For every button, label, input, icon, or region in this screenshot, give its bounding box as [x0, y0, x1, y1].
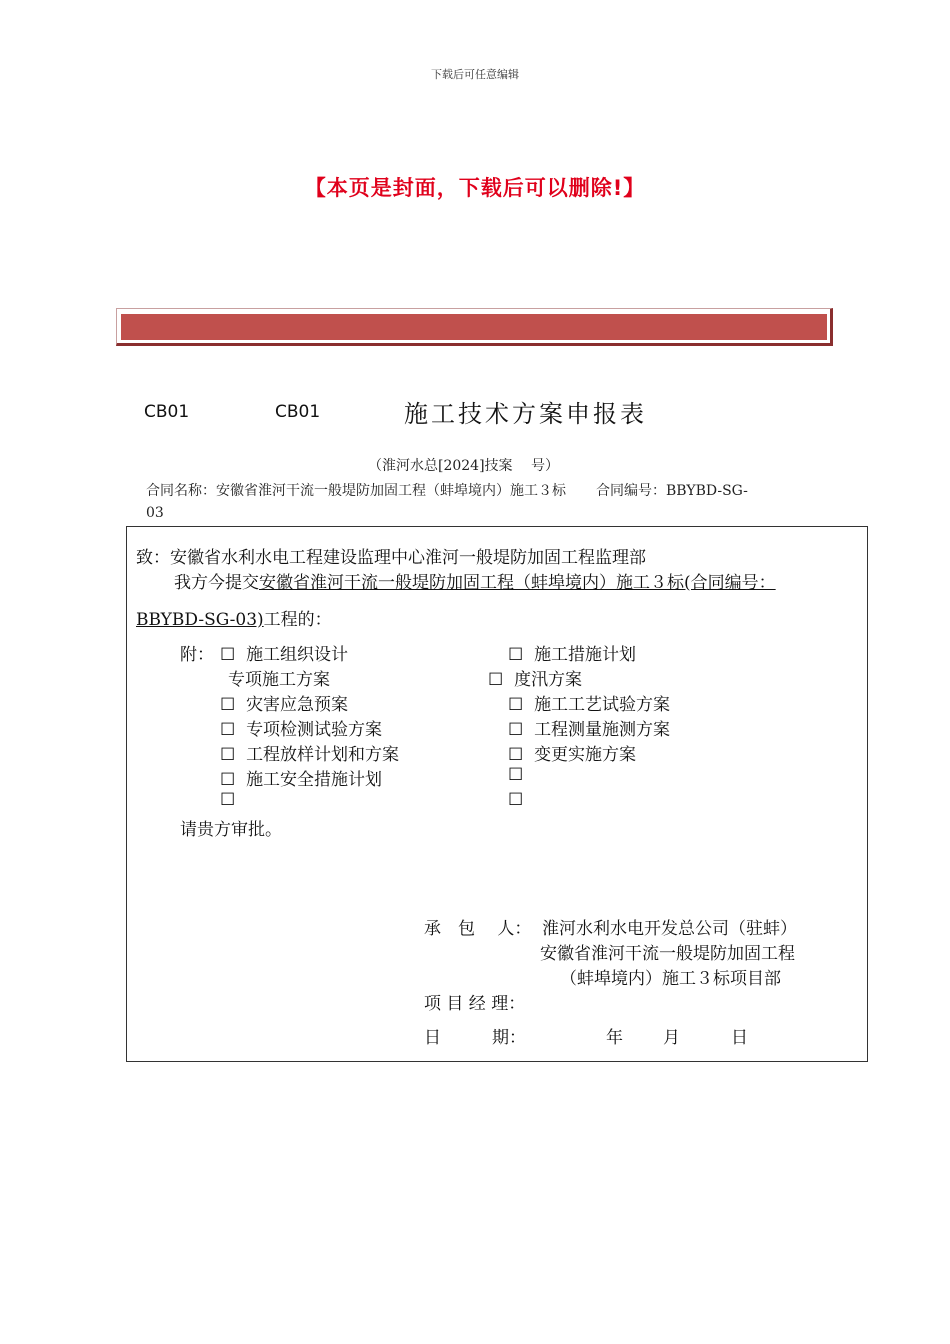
contractor-line-3: （蚌埠境内）施工３标项目部 — [560, 969, 781, 989]
checkbox[interactable]: ☐ — [220, 770, 236, 790]
checkbox[interactable]: ☐ — [508, 765, 524, 785]
submit-contract-number: BBYBD-SG-03) — [136, 610, 264, 630]
date-year: 年 — [606, 1028, 623, 1048]
checkbox[interactable]: ☐ — [508, 745, 524, 765]
checkbox[interactable]: ☐ — [220, 695, 236, 715]
checkbox[interactable]: ☐ — [220, 745, 236, 765]
checkbox[interactable]: ☐ — [220, 645, 236, 665]
submit-prefix: 我方今提交 — [174, 573, 259, 593]
banner-bar — [121, 314, 827, 340]
right-item-3[interactable]: ☐ 施工工艺试验方案 — [508, 695, 671, 715]
left-item-1[interactable]: ☐ 施工组织设计 — [220, 645, 349, 665]
checkbox[interactable]: ☐ — [220, 720, 236, 740]
request-approval: 请贵方审批。 — [180, 820, 282, 840]
contractor-label: 承 包 人： — [424, 919, 532, 939]
checkbox[interactable]: ☐ — [220, 790, 236, 810]
addressee: 致：安徽省水利水电工程建设监理中心淮河一般堤防加固工程监理部 — [136, 548, 646, 568]
checkbox[interactable]: ☐ — [508, 695, 524, 715]
submission-line — [174, 568, 776, 593]
checkbox[interactable]: ☐ — [508, 720, 524, 740]
left-item-5[interactable]: ☐ 工程放样计划和方案 — [220, 745, 400, 765]
right-item-2[interactable]: ☐ 度汛方案 — [488, 670, 583, 690]
attach-label: 附： — [180, 645, 214, 665]
contract-line — [146, 480, 748, 500]
header-note: 下载后可任意编辑 — [431, 68, 519, 81]
checkbox[interactable]: ☐ — [488, 670, 504, 690]
right-item-7[interactable] — [508, 790, 523, 810]
left-item-4[interactable]: ☐ 专项检测试验方案 — [220, 720, 383, 740]
left-item-2: 专项施工方案 — [228, 670, 330, 690]
left-item-7[interactable] — [220, 790, 235, 810]
left-item-3[interactable]: ☐ 灾害应急预案 — [220, 695, 349, 715]
right-item-5[interactable]: ☐ 变更实施方案 — [508, 745, 637, 765]
submit-suffix: 工程的： — [263, 610, 332, 630]
date-label: 日 期： — [424, 1028, 526, 1048]
manager-label: 项 目 经 理： — [424, 994, 526, 1014]
right-item-4[interactable]: ☐ 工程测量施测方案 — [508, 720, 671, 740]
left-item-6[interactable]: ☐ 施工安全措施计划 — [220, 770, 383, 790]
contractor-line-2: 安徽省淮河干流一般堤防加固工程 — [540, 944, 795, 964]
contractor-line-1: 淮河水利水电开发总公司（驻蚌） — [542, 919, 797, 939]
form-code-1: CB01 — [144, 402, 190, 422]
form-title: 施工技术方案申报表 — [404, 400, 647, 428]
date-day: 日 — [731, 1028, 748, 1048]
cover-notice: 【本页是封面，下载后可以删除!】 — [304, 176, 646, 200]
submission-line-2 — [136, 605, 332, 630]
contract-name: 安徽省淮河干流一般堤防加固工程（蚌埠境内）施工３标 — [216, 483, 566, 499]
right-item-1[interactable]: ☐ 施工措施计划 — [508, 645, 637, 665]
checkbox[interactable]: ☐ — [508, 790, 524, 810]
checkbox[interactable]: ☐ — [508, 645, 524, 665]
date-month: 月 — [663, 1028, 680, 1048]
submit-project: 安徽省淮河干流一般堤防加固工程（蚌埠境内）施工３标(合同编号： — [259, 573, 776, 593]
contract-name-label: 合同名称： — [146, 483, 216, 499]
contract-number-label: 合同编号： — [596, 483, 666, 499]
contract-number-part1: BBYBD-SG- — [666, 483, 748, 499]
form-code-2: CB01 — [275, 402, 321, 422]
contract-number-part2: 03 — [146, 505, 164, 521]
right-item-6[interactable] — [508, 765, 523, 785]
document-number: （淮河水总[2024]技案 号） — [368, 458, 560, 474]
